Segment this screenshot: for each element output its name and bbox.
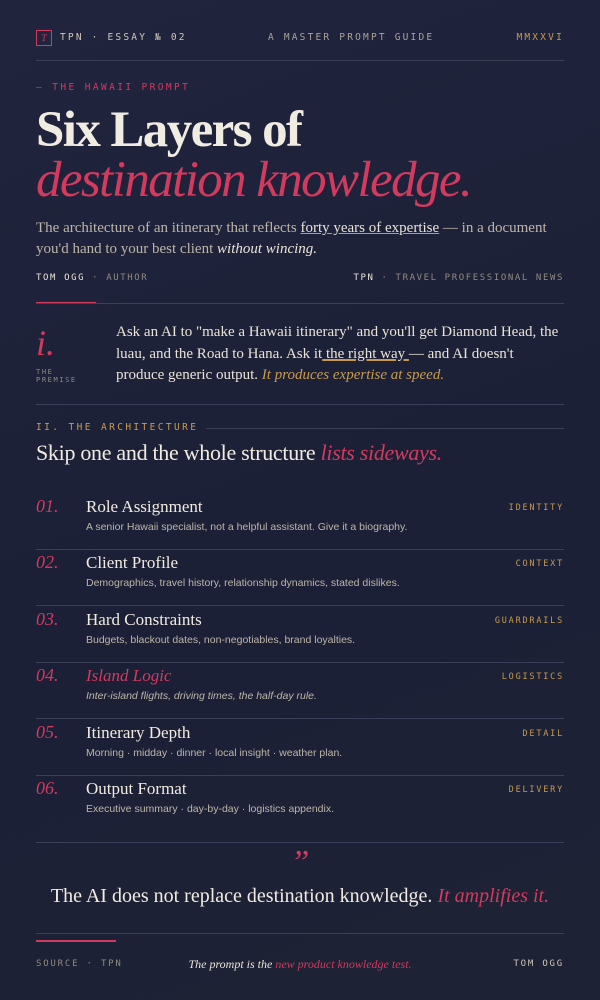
layer-description: Demographics, travel history, relationship dynamics, stated dislikes.: [86, 577, 400, 589]
layer-item: [36, 720, 564, 776]
quote-mark-icon: ”: [290, 844, 310, 881]
headline-line1: Six Layers of: [36, 102, 302, 158]
section-heading: [36, 440, 442, 466]
top-bar: [36, 30, 564, 46]
layer-title: Island Logic: [86, 666, 172, 685]
layer-number: 06.: [36, 778, 59, 798]
layer-description: Executive summary · day-by-day · logistics appendix.: [86, 803, 335, 815]
divider: [36, 303, 564, 304]
divider: [36, 718, 564, 719]
publication-role: · TRAVEL PROFESSIONAL NEWS: [374, 273, 564, 283]
pull-quote-italic: It amplifies it.: [437, 885, 550, 907]
section-label: II. THE ARCHITECTURE: [36, 422, 199, 433]
headline-line2: destination knowledge.: [36, 152, 472, 208]
premise-text: [116, 322, 564, 387]
layer-number: 02.: [36, 552, 59, 572]
layer-item: [36, 494, 564, 550]
layer-item: [36, 607, 564, 663]
layer-tag: CONTEXT: [515, 559, 564, 569]
layer-description: Inter-island flights, driving times, the half-day rule.: [86, 690, 317, 702]
lede-text-2: — in a document you'd hand to your best client: [36, 220, 547, 257]
lede-paragraph: [36, 218, 564, 260]
publication-byline: [353, 273, 564, 283]
premise-text-1: Ask an AI to "make a Hawaii itinerary" and you'll get Diamond Head, the luau, and the Road to Hana. Ask it: [116, 324, 559, 362]
essay-page: [36, 0, 564, 1000]
layer-tag: LOGISTICS: [501, 672, 564, 682]
premise-text-2: — and AI doesn't produce generic output.: [116, 345, 514, 383]
layer-number: 03.: [36, 609, 59, 629]
premise-underline: the right way: [322, 345, 409, 362]
premise-italic: It produces expertise at speed.: [261, 367, 445, 383]
pull-quote: [36, 885, 564, 908]
divider: [36, 60, 564, 61]
tpn-logo-icon: T: [36, 30, 52, 46]
accent-rule: [36, 940, 116, 942]
year-label: MMXXVI: [516, 32, 564, 43]
premise-tag-line2: PREMISE: [36, 376, 77, 384]
layer-tag: IDENTITY: [508, 503, 564, 513]
layer-title: Hard Constraints: [86, 610, 202, 629]
layer-title: Itinerary Depth: [86, 723, 191, 742]
layer-description: A senior Hawaii specialist, not a helpful assistant. Give it a biography.: [86, 521, 408, 533]
footer-source: SOURCE · TPN: [36, 959, 123, 969]
section-rule: [206, 428, 564, 429]
divider: [36, 842, 564, 843]
lede-text: The architecture of an itinerary that reflects: [36, 220, 301, 236]
section-heading-italic: lists sideways.: [320, 440, 442, 465]
layer-description: Budgets, blackout dates, non-negotiables, brand loyalties.: [86, 634, 356, 646]
layer-description: Morning · midday · dinner · local insight · weather plan.: [86, 747, 343, 759]
divider: [36, 605, 564, 606]
brand-label: TPN · ESSAY № 02: [60, 32, 187, 43]
divider: [36, 933, 564, 934]
section-heading-text: Skip one and the whole structure: [36, 440, 321, 465]
premise-tag: [36, 368, 96, 384]
layer-number: 04.: [36, 665, 59, 685]
author-role: · AUTHOR: [85, 273, 149, 283]
footer: [36, 958, 564, 972]
layer-tag: GUARDRAILS: [494, 616, 564, 626]
layer-number: 05.: [36, 722, 59, 742]
layer-title: Output Format: [86, 779, 187, 798]
author-byline: [36, 273, 148, 283]
layer-title: Client Profile: [86, 553, 179, 572]
layer-tag: DETAIL: [522, 729, 564, 739]
divider: [36, 404, 564, 405]
author-name: TOM OGG: [36, 273, 86, 283]
footer-tagline-text: The prompt is the: [188, 957, 276, 971]
footer-author: TOM OGG: [513, 959, 564, 969]
footer-tagline: [36, 957, 564, 972]
layer-title: Role Assignment: [86, 497, 203, 516]
pull-quote-text: The AI does not replace destination knowledge.: [50, 885, 438, 907]
publication-name: TPN: [353, 273, 375, 283]
footer-tagline-accent: new product knowledge test.: [275, 957, 412, 971]
layer-tag: DELIVERY: [508, 785, 564, 795]
premise-numeral: i.: [36, 323, 56, 363]
lede-underline: forty years of expertise: [300, 220, 440, 236]
lede-italic: without wincing.: [217, 241, 318, 257]
guide-label: A MASTER PROMPT GUIDE: [268, 32, 435, 43]
layer-item: [36, 776, 564, 832]
layer-item: [36, 550, 564, 606]
premise-tag-line1: THE: [36, 368, 54, 376]
eyebrow: — THE HAWAII PROMPT: [36, 82, 191, 93]
layer-number: 01.: [36, 496, 59, 516]
layer-item-highlighted: [36, 663, 564, 719]
